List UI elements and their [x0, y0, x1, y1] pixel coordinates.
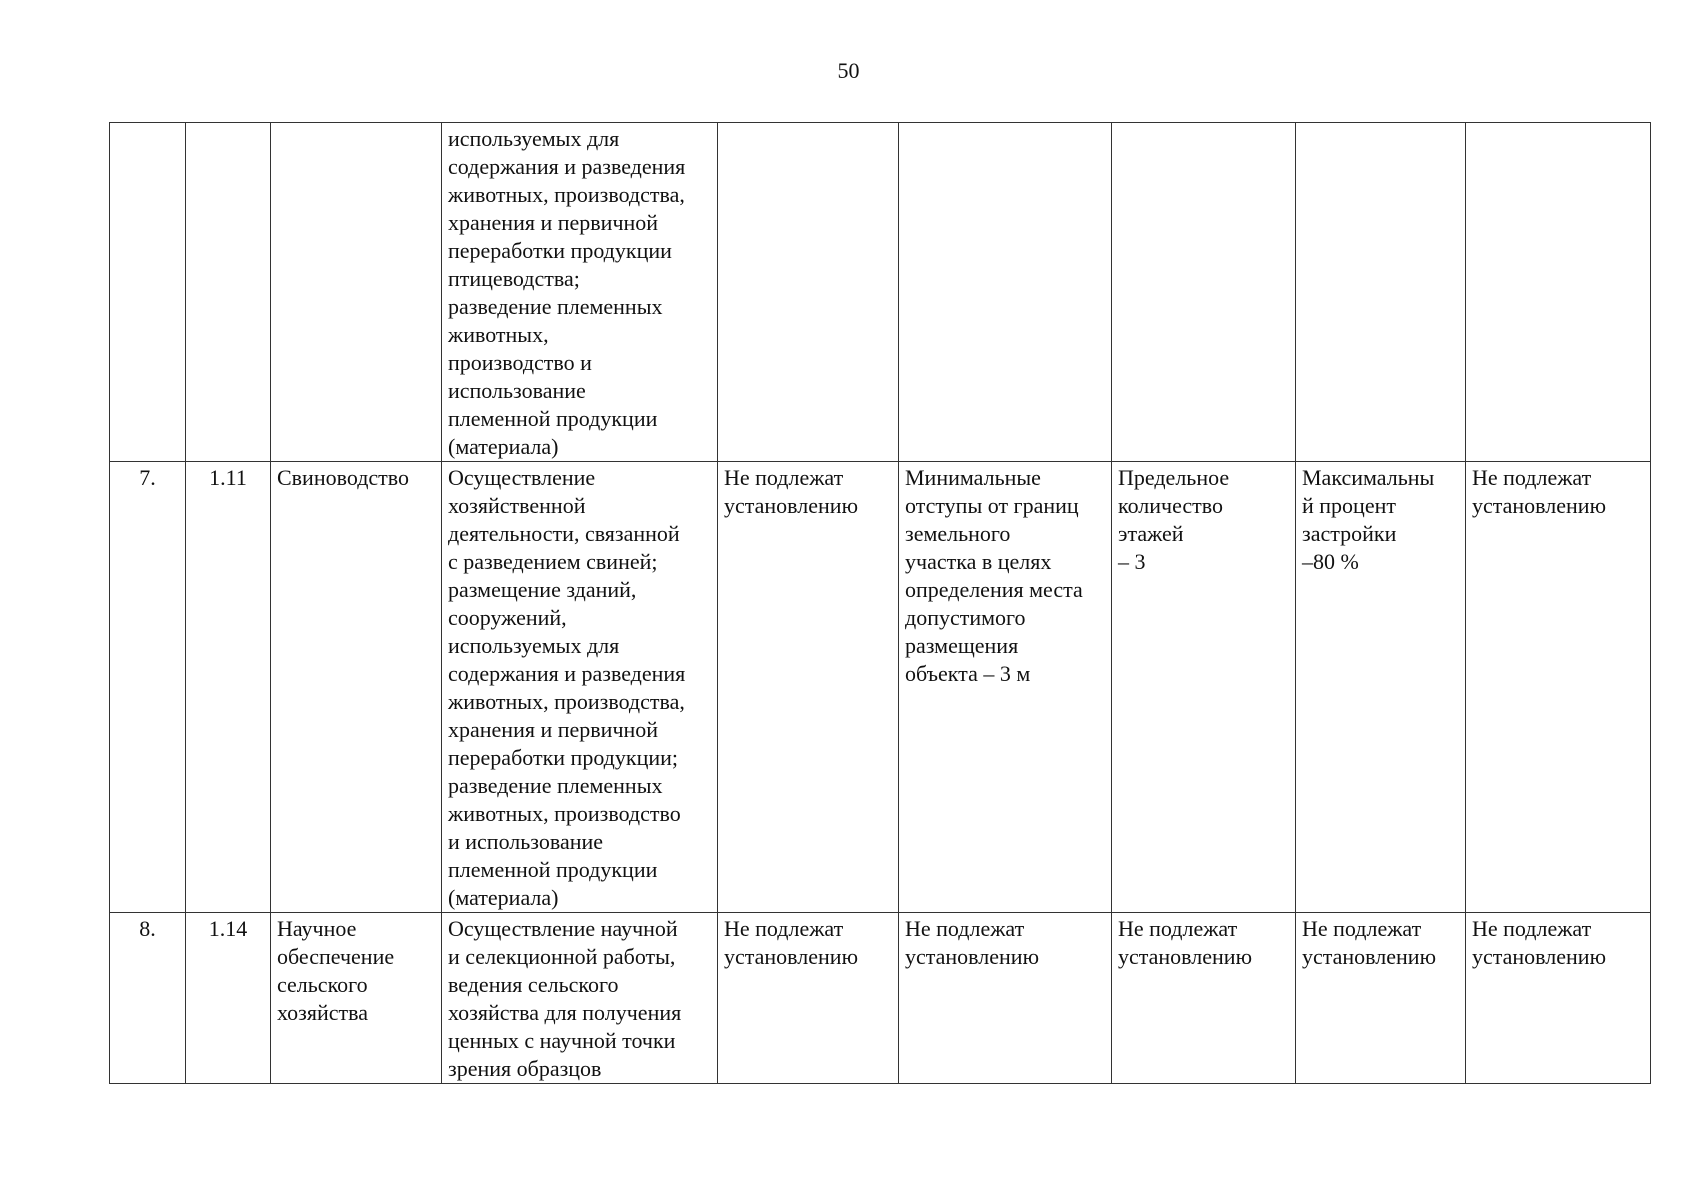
param-cell [899, 123, 1112, 462]
param-floors: Не подлежат установлению [1118, 916, 1253, 969]
param-cell [1466, 462, 1651, 913]
table-row [110, 462, 1651, 913]
param-other: Не подлежат установлению [1472, 916, 1607, 969]
param-setbacks: Минимальные отступы от границ земельного участка в целях определения места допустимого размещения объекта – 3 м [905, 465, 1083, 686]
description-cell [442, 462, 718, 913]
param-cell [1296, 462, 1466, 913]
row-number: 8. [139, 916, 156, 941]
param-cell [1112, 462, 1296, 913]
param-cell [899, 913, 1112, 1084]
code-cell [186, 462, 271, 913]
zoning-regulations-table [109, 122, 1651, 1084]
param-cell [1466, 123, 1651, 462]
row-number-cell [110, 462, 186, 913]
param-plot-size: Не подлежат установлению [724, 465, 859, 518]
name-cell [271, 123, 442, 462]
use-name: Научное обеспечение сельского хозяйства [277, 916, 395, 1025]
code-cell [186, 913, 271, 1084]
description-cell [442, 913, 718, 1084]
row-number-cell [110, 123, 186, 462]
name-cell [271, 913, 442, 1084]
param-cell [1296, 123, 1466, 462]
param-coverage: Не подлежат установлению [1302, 916, 1437, 969]
param-cell [1112, 123, 1296, 462]
param-coverage: Максимальны й процент застройки –80 % [1302, 465, 1435, 574]
name-cell [271, 462, 442, 913]
param-setbacks: Не подлежат установлению [905, 916, 1040, 969]
use-description: Осуществление хозяйственной деятельности, связанной с разведением свиней; размещение зданий, сооружений, используемых для содержания и разведения животных, производства, хранения и первичной переработки продукции; разведение племенных животных, производство и использование племенной продукции (материала) [448, 465, 686, 910]
param-cell [1296, 913, 1466, 1084]
use-code: 1.11 [209, 465, 247, 490]
page-number: 50 [837, 58, 860, 83]
use-description: Осуществление научной и селекционной работы, ведения сельского хозяйства для получения ценных с научной точки зрения образцов [448, 916, 682, 1081]
use-name: Свиноводство [277, 465, 410, 490]
param-other: Не подлежат установлению [1472, 465, 1607, 518]
param-cell [718, 123, 899, 462]
param-cell [718, 462, 899, 913]
param-floors: Предельное количество этажей – 3 [1118, 465, 1230, 574]
code-cell [186, 123, 271, 462]
param-cell [718, 913, 899, 1084]
row-number: 7. [139, 465, 156, 490]
description-cell [442, 123, 718, 462]
param-cell [1112, 913, 1296, 1084]
use-code: 1.14 [208, 916, 248, 941]
row-number-cell [110, 913, 186, 1084]
table-row [110, 123, 1651, 462]
param-cell [1466, 913, 1651, 1084]
table-row [110, 913, 1651, 1084]
param-plot-size: Не подлежат установлению [724, 916, 859, 969]
use-description: используемых для содержания и разведения животных, производства, хранения и первичной переработки продукции птицеводства; разведение племенных животных, производство и использование племенной продукции (материала) [448, 126, 686, 459]
param-cell [899, 462, 1112, 913]
